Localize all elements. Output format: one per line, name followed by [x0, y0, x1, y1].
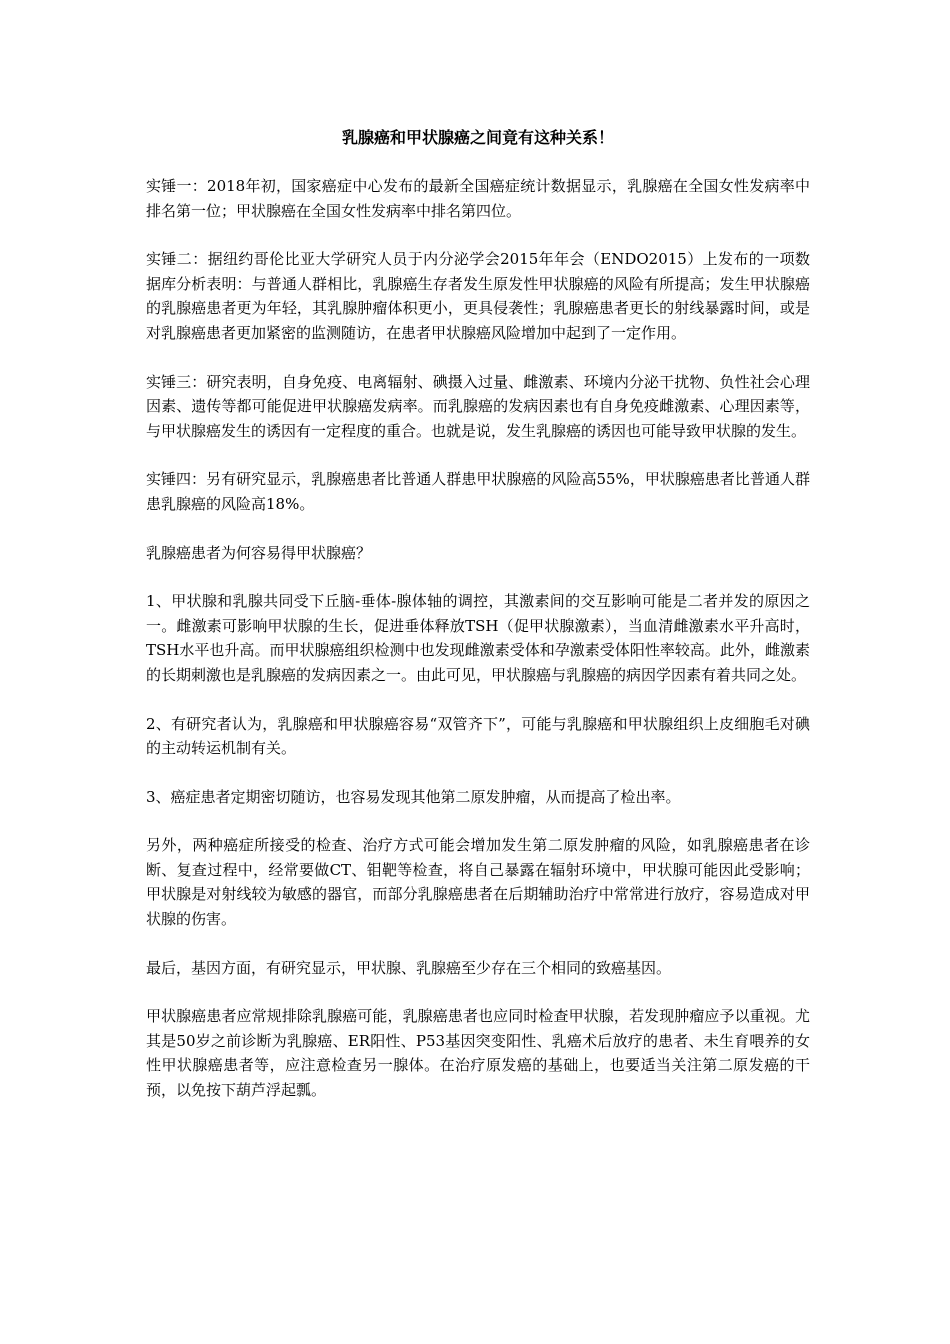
paragraph-evidence-1: 实锤一：2018年初，国家癌症中心发布的最新全国癌症统计数据显示，乳腺癌在全国女性发病率中排名第一位；甲状腺癌在全国女性发病率中排名第四位。	[146, 177, 810, 220]
paragraph-evidence-4: 实锤四：另有研究显示，乳腺癌患者比普通人群患甲状腺癌的风险高55%，甲状腺癌患者比普通人群患乳腺癌的风险高18%。	[146, 470, 810, 513]
paragraph-additional: 另外，两种癌症所接受的检查、治疗方式可能会增加发生第二原发肿瘤的风险，如乳腺癌患者在诊断、复查过程中，经常要做CT、钼靶等检查，将自己暴露在辐射环境中，甲状腺可能因此受影响；甲状腺是对射线较为敏感的器官，而部分乳腺癌患者在后期辅助治疗中常常进行放疗，容易造成对甲状腺的伤害。	[146, 836, 810, 929]
paragraph-reason-1: 1、甲状腺和乳腺共同受下丘脑-垂体-腺体轴的调控，其激素间的交互影响可能是二者并发的原因之一。雌激素可影响甲状腺的生长，促进垂体释放TSH（促甲状腺激素），当血清雌激素水平升高时，TSH水平也升高。而甲状腺癌组织检测中也发现雌激素受体和孕激素受体阳性率较高。此外，雌激素的长期刺激也是乳腺癌的发病因素之一。由此可见，甲状腺癌与乳腺癌的病因学因素有着共同之处。	[146, 592, 810, 684]
paragraph-recommendation: 甲状腺癌患者应常规排除乳腺癌可能，乳腺癌患者也应同时检查甲状腺，若发现肿瘤应予以重视。尤其是50岁之前诊断为乳腺癌、ER阳性、P53基因突变阳性、乳癌术后放疗的患者、未生育喂养的女性甲状腺癌患者等，应注意检查另一腺体。在治疗原发癌的基础上，也要适当关注第二原发癌的干预，以免按下葫芦浮起瓢。	[146, 1007, 810, 1100]
paragraph-evidence-2: 实锤二：据纽约哥伦比亚大学研究人员于内分泌学会2015年年会（ENDO2015）上发布的一项数据库分析表明：与普通人群相比，乳腺癌生存者发生原发性甲状腺癌的风险有所提高；发生甲状腺癌的乳腺癌患者更为年轻，其乳腺肿瘤体积更小，更具侵袭性；乳腺癌患者更长的射线暴露时间，或是对乳腺癌患者更加紧密的监测随访，在患者甲状腺癌风险增加中起到了一定作用。	[146, 250, 810, 342]
paragraph-reason-3: 3、癌症患者定期密切随访，也容易发现其他第二原发肿瘤，从而提高了检出率。	[146, 787, 681, 806]
paragraph-evidence-3: 实锤三：研究表明，自身免疫、电离辐射、碘摄入过量、雌激素、环境内分泌干扰物、负性社会心理因素、遗传等都可能促进甲状腺癌发病率。而乳腺癌的发病因素也有自身免疫雌激素、心理因素等，与甲状腺癌发生的诱因有一定程度的重合。也就是说，发生乳腺癌的诱因也可能导致甲状腺的发生。	[146, 372, 810, 440]
section-question: 乳腺癌患者为何容易得甲状腺癌？	[146, 543, 372, 562]
paragraph-reason-2: 2、有研究者认为，乳腺癌和甲状腺癌容易“双管齐下”，可能与乳腺癌和甲状腺组织上皮细胞毛对碘的主动转运机制有关。	[146, 714, 810, 758]
paragraph-genetics: 最后，基因方面，有研究显示，甲状腺、乳腺癌至少存在三个相同的致癌基因。	[146, 958, 672, 977]
document-title: 乳腺癌和甲状腺癌之间竟有这种关系！	[341, 128, 614, 147]
document-page	[146, 126, 810, 1127]
